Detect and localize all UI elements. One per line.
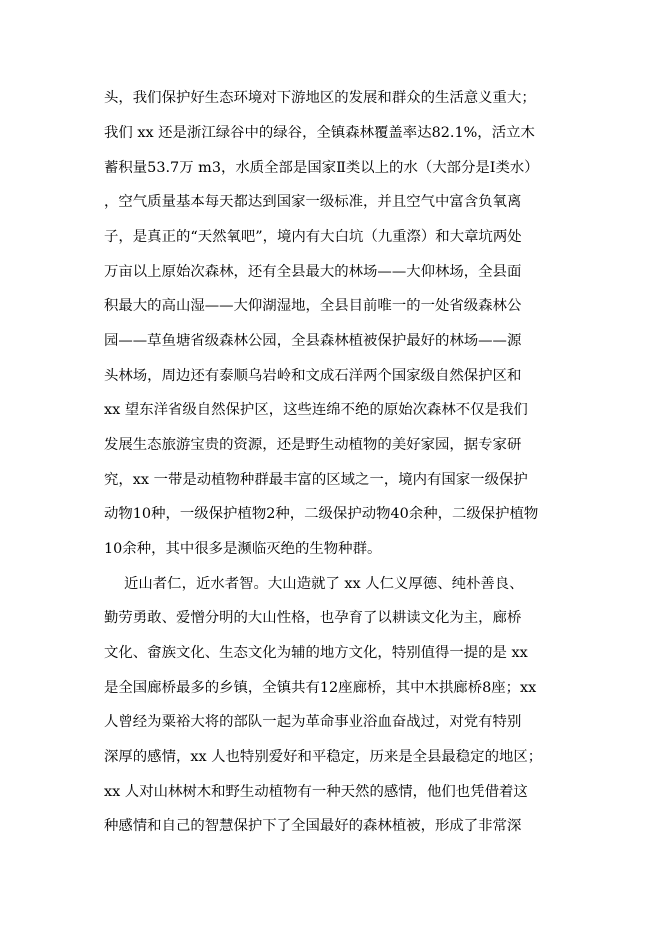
text-line: 是全国廊桥最多的乡镇，全镇共有12座廊桥，其中木拱廊桥8座；xx bbox=[104, 680, 537, 696]
text-line: 人曾经为粟裕大将的部队一起为革命事业浴血奋战过，对党有特别 bbox=[104, 714, 522, 730]
paragraph-start-line: 近山者仁，近水者智。大山造就了 xx 人仁义厚德、纯朴善良、 bbox=[124, 576, 524, 592]
text-line: 我们 xx 还是浙江绿谷中的绿谷，全镇森林覆盖率达82.1%，活立木 bbox=[104, 125, 535, 141]
text-line: ，空气质量基本每天都达到国家一级标准，并且空气中富含负氧离 bbox=[104, 194, 522, 210]
text-line: 动物10种，一级保护植物2种，二级保护动物40余种，二级保护植物 bbox=[104, 506, 539, 522]
text-line: 10余种，其中很多是濒临灭绝的生物种群。 bbox=[104, 541, 382, 557]
text-line: 深厚的感情，xx 人也特别爱好和平稳定，历来是全县最稳定的地区； bbox=[104, 749, 543, 765]
text-line: 究，xx 一带是动植物种群最丰富的区域之一，境内有国家一级保护 bbox=[104, 472, 528, 488]
text-line: 头，我们保护好生态环境对下游地区的发展和群众的生活意义重大； bbox=[104, 90, 536, 106]
text-line: 发展生态旅游宝贵的资源，还是野生动植物的美好家园，据专家研 bbox=[104, 437, 522, 453]
text-line: 文化、畲族文化、生态文化为辅的地方文化，特别值得一提的是 xx bbox=[104, 645, 528, 661]
text-line: xx 人对山林树木和野生动植物有一种天然的感情，他们也凭借着这 bbox=[104, 784, 528, 800]
text-line: 积最大的高山湿——大仰湖湿地，全县目前唯一的一处省级森林公 bbox=[104, 298, 522, 314]
text-line: xx 望东洋省级自然保护区，这些连绵不绝的原始次森林不仅是我们 bbox=[104, 402, 528, 418]
text-line: 园——草鱼塘省级森林公园，全县森林植被保护最好的林场——源 bbox=[104, 333, 522, 349]
text-line: 头林场，周边还有泰顺乌岩岭和文成石洋两个国家级自然保护区和 bbox=[104, 368, 522, 384]
text-line: 子，是真正的“天然氧吧”，境内有大白坑（九重漈）和大章坑两处 bbox=[104, 229, 522, 245]
text-line: 万亩以上原始次森林，还有全县最大的林场——大仰林场，全县面 bbox=[104, 264, 522, 280]
text-line: 勤劳勇敢、爱憎分明的大山性格，也孕育了以耕读文化为主，廊桥 bbox=[104, 610, 522, 626]
text-line: 蓄积量53.7万 m3，水质全部是国家Ⅱ类以上的水（大部分是Ⅰ类水） bbox=[104, 160, 539, 176]
text-line: 种感情和自己的智慧保护下了全国最好的森林植被，形成了非常深 bbox=[104, 818, 522, 834]
